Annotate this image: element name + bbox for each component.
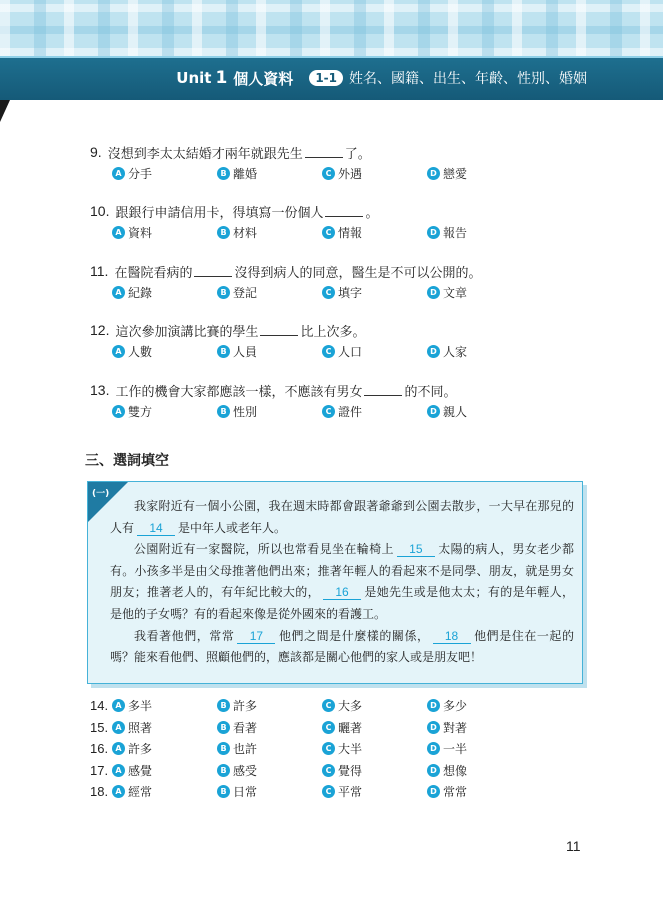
stem-after: 比上次多。 xyxy=(300,324,366,340)
option-text: 人數 xyxy=(128,344,153,359)
option[interactable] xyxy=(427,165,532,182)
stem-after: 。 xyxy=(365,205,379,221)
question-stem xyxy=(90,381,610,399)
stem-after: 了。 xyxy=(344,146,371,162)
option-letter-icon: D xyxy=(427,405,440,418)
option-letter-icon: C xyxy=(322,286,335,299)
option[interactable] xyxy=(427,783,532,800)
option-letter-icon: D xyxy=(427,286,440,299)
option-text: 經常 xyxy=(128,785,153,800)
option-text: 對著 xyxy=(443,720,468,735)
option[interactable] xyxy=(427,284,532,301)
option-letter-icon: A xyxy=(112,764,125,777)
option[interactable] xyxy=(217,165,322,182)
passage-paragraph xyxy=(110,496,574,539)
option-text: 人員 xyxy=(233,344,258,359)
option-text: 感受 xyxy=(233,763,258,778)
option-letter-icon: D xyxy=(427,764,440,777)
option[interactable] xyxy=(322,762,427,779)
option-text: 多半 xyxy=(128,699,153,714)
option[interactable] xyxy=(427,343,532,360)
option[interactable] xyxy=(112,783,217,800)
question xyxy=(90,381,610,419)
option-text: 情報 xyxy=(338,225,363,240)
numbered-blank[interactable]: 14 xyxy=(137,521,175,536)
option-text: 覺得 xyxy=(338,763,363,778)
answer-number: 18. xyxy=(90,784,109,800)
option-letter-icon: B xyxy=(217,286,230,299)
header-pattern xyxy=(0,0,663,56)
option[interactable] xyxy=(322,284,427,301)
passage-box xyxy=(87,481,583,684)
option[interactable] xyxy=(112,284,217,301)
option-text: 紀錄 xyxy=(128,285,153,300)
answer-row xyxy=(90,781,590,803)
option-letter-icon: B xyxy=(217,785,230,798)
header-title xyxy=(176,66,587,90)
option-letter-icon: B xyxy=(217,721,230,734)
question xyxy=(90,202,610,240)
option-text: 雙方 xyxy=(128,404,153,419)
option-text: 人家 xyxy=(443,344,468,359)
question-stem xyxy=(90,262,610,280)
lesson-badge: 1-1 xyxy=(309,70,343,86)
option-letter-icon: D xyxy=(427,785,440,798)
option-letter-icon: A xyxy=(112,785,125,798)
answer-number: 14. xyxy=(90,698,109,714)
option-text: 想像 xyxy=(443,763,468,778)
option[interactable] xyxy=(112,165,217,182)
passage-text-run: 太陽的病人，男女老少都有。小孩多半是由父母推著他們出來；推著年輕人的看起來不是同學、朋友，就是男女朋友；推著老人的，有年紀比較大的， xyxy=(110,542,574,600)
option-letter-icon: B xyxy=(217,345,230,358)
option-text: 大多 xyxy=(338,699,363,714)
option-text: 證件 xyxy=(338,404,363,419)
option[interactable] xyxy=(427,403,532,420)
option[interactable] xyxy=(217,783,322,800)
option-text: 外遇 xyxy=(338,166,363,181)
option-letter-icon: C xyxy=(322,742,335,755)
question-number: 11. xyxy=(90,263,109,279)
option[interactable] xyxy=(112,343,217,360)
lesson-title: 姓名、國籍、出生、年齡、性別、婚姻 xyxy=(349,71,587,87)
answer-row xyxy=(90,695,590,717)
question-number: 10. xyxy=(90,203,110,219)
option-letter-icon: C xyxy=(322,345,335,358)
option[interactable] xyxy=(427,740,532,757)
option[interactable] xyxy=(112,719,217,736)
option-text: 大半 xyxy=(338,742,363,757)
option-text: 材料 xyxy=(233,225,258,240)
option-letter-icon: A xyxy=(112,699,125,712)
passage-text-run: 他們之間是什麼樣的關係， xyxy=(278,628,430,643)
option-text: 性別 xyxy=(233,404,258,419)
option[interactable] xyxy=(112,697,217,714)
question-stem xyxy=(90,321,610,339)
answer-number: 15. xyxy=(90,719,109,735)
option-letter-icon: A xyxy=(112,405,125,418)
passage-text-run: 是中年人或老年人。 xyxy=(178,520,287,535)
passage-paragraph xyxy=(110,539,574,625)
option-letter-icon: C xyxy=(322,226,335,239)
option[interactable] xyxy=(427,224,532,241)
option-text: 文章 xyxy=(443,285,468,300)
option-letter-icon: B xyxy=(217,764,230,777)
option[interactable] xyxy=(427,719,532,736)
numbered-blank[interactable]: 17 xyxy=(237,629,275,644)
page-number: 11 xyxy=(566,838,581,854)
stem-before: 沒想到李太太結婚才兩年就跟先生 xyxy=(107,146,303,162)
answer-choices xyxy=(90,695,590,803)
option-text: 報告 xyxy=(443,225,468,240)
option-text: 登記 xyxy=(233,285,258,300)
option-letter-icon: B xyxy=(217,699,230,712)
passage-text-run: 是她先生或是他太太；有的是年輕人，是他的子女嗎？有的看起來像是從外國來的看護工。 xyxy=(110,585,574,621)
option-text: 人口 xyxy=(338,344,363,359)
option-letter-icon: C xyxy=(322,785,335,798)
option-letter-icon: A xyxy=(112,226,125,239)
question-number: 13. xyxy=(90,382,110,398)
option-text: 感覺 xyxy=(128,763,153,778)
option-letter-icon: D xyxy=(427,742,440,755)
answer-row xyxy=(90,738,590,760)
option[interactable] xyxy=(322,719,427,736)
option[interactable] xyxy=(322,697,427,714)
stem-before: 在醫院看病的 xyxy=(114,265,193,281)
option-letter-icon: C xyxy=(322,167,335,180)
options xyxy=(90,284,610,300)
stem-after: 沒得到病人的同意，醫生是不可以公開的。 xyxy=(234,265,482,281)
option[interactable] xyxy=(217,284,322,301)
passage-text-run: 公園附近有一家醫院，所以也常看見坐在輪椅上 xyxy=(134,542,394,557)
option-letter-icon: D xyxy=(427,226,440,239)
option[interactable] xyxy=(322,783,427,800)
option-text: 許多 xyxy=(128,742,153,757)
option[interactable] xyxy=(112,224,217,241)
option-letter-icon: B xyxy=(217,742,230,755)
passage-text-run: 我家附近有一個小公園，我在週末時都會跟著爺爺到公園去散步，一大早在那兒的人有 xyxy=(110,499,574,535)
options xyxy=(90,224,610,240)
answer-blank[interactable] xyxy=(260,324,298,336)
option-letter-icon: A xyxy=(112,742,125,755)
option-text: 多少 xyxy=(443,699,468,714)
option-letter-icon: C xyxy=(322,699,335,712)
option-text: 許多 xyxy=(233,699,258,714)
option[interactable] xyxy=(217,740,322,757)
answer-blank[interactable] xyxy=(364,384,402,396)
option[interactable] xyxy=(322,165,427,182)
passage-text-run: 他們是住在一起的嗎？能來看他們、照顧他們的，應該都是關心他們的家人或是朋友吧！ xyxy=(110,628,574,665)
option-letter-icon: A xyxy=(112,167,125,180)
answer-row xyxy=(90,760,590,782)
stem-before: 跟銀行申請信用卡，得填寫一份個人 xyxy=(115,205,324,221)
section-heading: 三、選詞填空 xyxy=(85,453,169,469)
answer-blank[interactable] xyxy=(305,146,343,158)
passage-text-run: 我看著他們，常常 xyxy=(134,628,235,643)
option-text: 親人 xyxy=(443,404,468,419)
option-letter-icon: A xyxy=(112,721,125,734)
question xyxy=(90,262,610,300)
answer-blank[interactable] xyxy=(325,205,363,217)
option-text: 也許 xyxy=(233,742,258,757)
passage-text xyxy=(110,496,574,669)
answer-number: 17. xyxy=(90,762,109,778)
option-text: 曬著 xyxy=(338,720,363,735)
passage-label: (一) xyxy=(92,489,110,499)
option-text: 常常 xyxy=(443,785,468,800)
option-text: 填字 xyxy=(338,285,363,300)
option[interactable] xyxy=(427,697,532,714)
question xyxy=(90,321,610,359)
option-text: 照著 xyxy=(128,720,153,735)
option-letter-icon: D xyxy=(427,167,440,180)
option-text: 日常 xyxy=(233,785,258,800)
option-text: 分手 xyxy=(128,166,153,181)
option-text: 離婚 xyxy=(233,166,258,181)
question-stem xyxy=(90,143,610,161)
option-text: 資料 xyxy=(128,225,153,240)
numbered-blank[interactable]: 15 xyxy=(397,542,435,557)
option-letter-icon: D xyxy=(427,699,440,712)
question xyxy=(90,143,610,181)
option[interactable] xyxy=(217,697,322,714)
option[interactable] xyxy=(427,762,532,779)
option[interactable] xyxy=(217,719,322,736)
numbered-blank[interactable]: 18 xyxy=(433,629,471,644)
option[interactable] xyxy=(112,740,217,757)
option-letter-icon: B xyxy=(217,226,230,239)
option-letter-icon: C xyxy=(322,721,335,734)
unit-title: 個人資料 xyxy=(233,69,294,88)
option-text: 看著 xyxy=(233,720,258,735)
option-letter-icon: A xyxy=(112,286,125,299)
option-letter-icon: B xyxy=(217,167,230,180)
option-letter-icon: C xyxy=(322,405,335,418)
stem-before: 這次參加演講比賽的學生 xyxy=(115,324,259,340)
answer-number: 16. xyxy=(90,741,109,757)
option-letter-icon: B xyxy=(217,405,230,418)
option[interactable] xyxy=(112,403,217,420)
option[interactable] xyxy=(112,762,217,779)
unit-label: Unit xyxy=(176,69,212,87)
option-text: 一半 xyxy=(443,742,468,757)
option[interactable] xyxy=(322,224,427,241)
numbered-blank[interactable]: 16 xyxy=(323,585,361,600)
answer-blank[interactable] xyxy=(194,265,232,277)
stem-after: 的不同。 xyxy=(404,384,457,400)
option-letter-icon: D xyxy=(427,721,440,734)
option-letter-icon: A xyxy=(112,345,125,358)
question-number: 12. xyxy=(90,322,110,338)
option-text: 戀愛 xyxy=(443,166,468,181)
passage-paragraph xyxy=(110,626,574,669)
question-number: 9. xyxy=(90,144,102,160)
unit-number: 1 xyxy=(215,68,228,88)
options xyxy=(90,343,610,359)
stem-before: 工作的機會大家都應該一樣，不應該有男女 xyxy=(115,384,363,400)
corner-decoration xyxy=(0,100,10,122)
option[interactable] xyxy=(217,762,322,779)
option[interactable] xyxy=(322,343,427,360)
option[interactable] xyxy=(217,343,322,360)
question-stem xyxy=(90,202,610,220)
option-text: 平常 xyxy=(338,785,363,800)
option[interactable] xyxy=(217,403,322,420)
answer-row xyxy=(90,717,590,739)
options xyxy=(90,165,610,181)
option[interactable] xyxy=(217,224,322,241)
option-letter-icon: D xyxy=(427,345,440,358)
option-letter-icon: C xyxy=(322,764,335,777)
option[interactable] xyxy=(322,740,427,757)
options xyxy=(90,403,610,419)
option[interactable] xyxy=(322,403,427,420)
